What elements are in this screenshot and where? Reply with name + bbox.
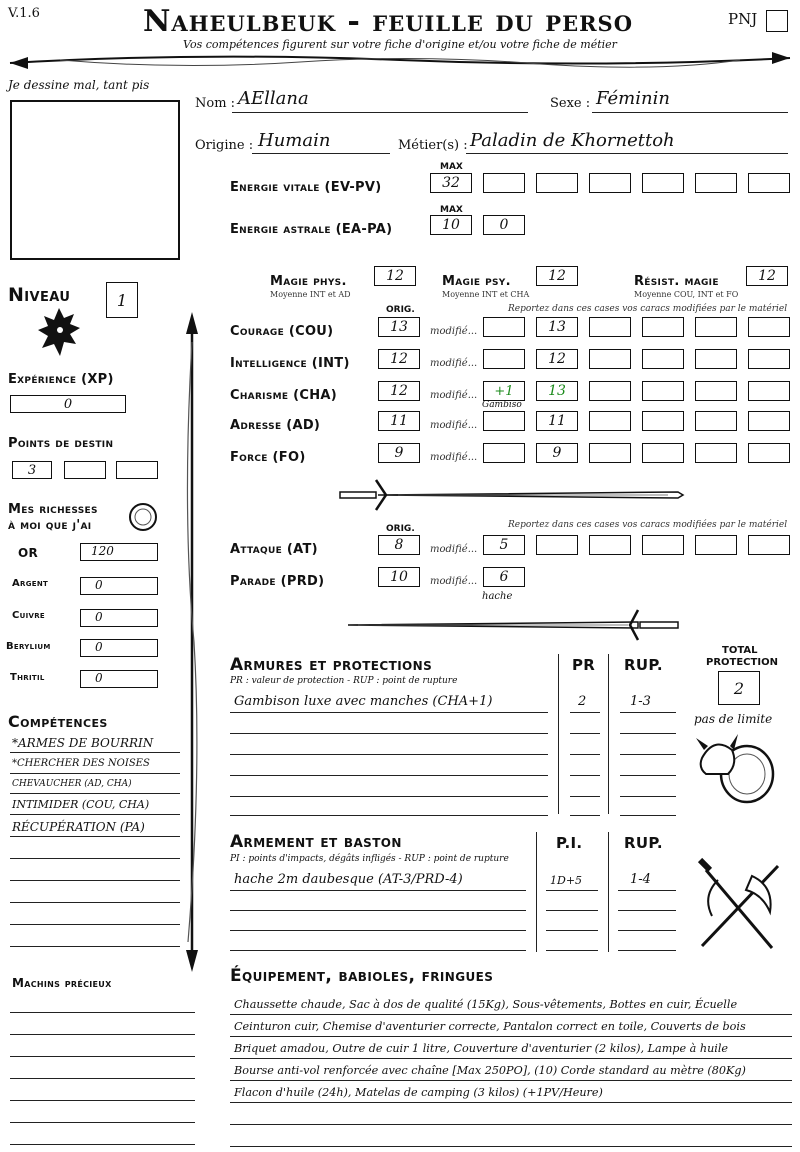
origine-value[interactable]: Humain xyxy=(258,130,331,151)
ad-box[interactable] xyxy=(589,411,631,431)
fo-box[interactable] xyxy=(748,443,790,463)
cha-label: Charisme (CHA) xyxy=(230,388,337,403)
armures-title: Armures et protections xyxy=(230,655,433,675)
ev-box[interactable] xyxy=(589,173,631,193)
at-orig-box[interactable]: 8 xyxy=(378,535,420,555)
at-box[interactable] xyxy=(695,535,737,555)
thritil-box[interactable]: 0 xyxy=(80,670,158,688)
equipment-line[interactable]: Chaussette chaude, Sac à dos de qualité (15Kg), Sous-vêtements, Bottes en cuir, Écuelle xyxy=(234,998,738,1011)
fo-mod2-box[interactable]: 9 xyxy=(536,443,578,463)
orig-label: ORIG. xyxy=(386,305,415,315)
prd-note: hache xyxy=(482,591,513,602)
metier-value[interactable]: Paladin de Khornettoh xyxy=(470,130,675,151)
skill-item[interactable]: RÉCUPÉRATION (PA) xyxy=(12,820,145,834)
or-box[interactable]: 120 xyxy=(80,543,158,561)
equipment-line[interactable]: Ceinturon cuir, Chemise d'aventurier correcte, Pantalon correct en toile, Couverts de bois xyxy=(234,1020,746,1033)
equipment-line[interactable]: Bourse anti-vol renforcée avec chaîne [Max 250PO], (10) Corde standard au mètre (80Kg) xyxy=(234,1064,746,1077)
thritil-label: Thritil xyxy=(10,672,45,683)
armement-subtitle: PI : points d'impacts, dégâts infligés - RUP : point de rupture xyxy=(230,854,509,864)
cha-orig-box[interactable]: 12 xyxy=(378,381,420,401)
equipment-line[interactable]: Flacon d'huile (24h), Matelas de camping (3 kilos) (+1PV/Heure) xyxy=(234,1086,603,1099)
argent-box[interactable]: 0 xyxy=(80,577,158,595)
cou-label: Courage (COU) xyxy=(230,324,334,339)
combat-note: Reportez dans ces cases vos caracs modifiées par le matériel xyxy=(508,520,788,530)
ev-box[interactable] xyxy=(483,173,525,193)
weapon-item-pi[interactable]: 1D+5 xyxy=(550,874,583,887)
at-box[interactable] xyxy=(642,535,684,555)
modifie-label: modifié... xyxy=(430,452,478,463)
origine-label: Origine : xyxy=(195,138,254,153)
skill-item[interactable]: CHEVAUCHER (AD, CHA) xyxy=(12,779,132,789)
ev-box[interactable] xyxy=(748,173,790,193)
page-title: Naheulbeuk - feuille du perso xyxy=(142,4,633,39)
fo-orig-box[interactable]: 9 xyxy=(378,443,420,463)
ad-box[interactable] xyxy=(695,411,737,431)
equipement-title: Équipement, babioles, fringues xyxy=(230,966,494,986)
prd-orig-box[interactable]: 10 xyxy=(378,567,420,587)
total-protection-box[interactable]: 2 xyxy=(718,671,760,705)
cou-orig-box[interactable]: 13 xyxy=(378,317,420,337)
magie-psy-note: Moyenne INT et CHA xyxy=(442,290,530,299)
magie-phys-note: Moyenne INT et AD xyxy=(270,290,351,299)
resist-magie-label: Résist. magie xyxy=(634,274,719,289)
fo-box[interactable] xyxy=(695,443,737,463)
header-spear-icon xyxy=(0,0,800,80)
cou-mod1-box[interactable] xyxy=(483,317,525,337)
equipment-line[interactable]: Briquet amadou, Outre de cuir 1 litre, Couverture d'aventurier (2 kilos), Lampe à huile xyxy=(234,1042,729,1055)
portrait-box[interactable] xyxy=(10,100,180,260)
modifie-label: modifié... xyxy=(430,544,478,555)
rup-header: RUP. xyxy=(624,656,663,674)
or-label: OR xyxy=(18,546,39,560)
niveau-box[interactable]: 1 xyxy=(106,282,138,318)
machins-precieux-title: Machins précieux xyxy=(12,976,112,990)
ev-max-box[interactable]: 32 xyxy=(430,173,472,193)
fo-box[interactable] xyxy=(642,443,684,463)
pr-header: PR xyxy=(572,656,596,674)
ad-label: Adresse (AD) xyxy=(230,418,321,433)
cha-mod1-note: Gambiso xyxy=(482,400,522,410)
nom-label: Nom : xyxy=(195,96,236,111)
resist-magie-box[interactable]: 12 xyxy=(746,266,788,286)
portrait-caption: Je dessine mal, tant pis xyxy=(8,78,150,92)
ad-box[interactable] xyxy=(642,411,684,431)
skill-item[interactable]: *CHERCHER DES NOISES xyxy=(12,758,150,769)
modifie-label: modifié... xyxy=(430,326,478,337)
fo-mod1-box[interactable] xyxy=(483,443,525,463)
ev-box[interactable] xyxy=(536,173,578,193)
int-box[interactable] xyxy=(589,349,631,369)
pi-header: P.I. xyxy=(556,834,583,852)
ad-mod1-box[interactable] xyxy=(483,411,525,431)
ad-box[interactable] xyxy=(748,411,790,431)
richesses-title-1: Mes richesses xyxy=(8,502,98,517)
sexe-label: Sexe : xyxy=(550,96,591,111)
armor-item-pr[interactable]: 2 xyxy=(578,694,587,709)
argent-label: Argent xyxy=(12,578,49,589)
armor-item-rup[interactable]: 1-3 xyxy=(630,694,651,709)
magie-psy-box[interactable]: 12 xyxy=(536,266,578,286)
ad-mod2-box[interactable]: 11 xyxy=(536,411,578,431)
modifie-label: modifié... xyxy=(430,390,478,401)
cha-mod2-box[interactable]: 13 xyxy=(536,381,578,401)
cou-box[interactable] xyxy=(748,317,790,337)
at-box[interactable] xyxy=(536,535,578,555)
pas-de-limite-note: pas de limite xyxy=(694,712,773,726)
destin-box-1[interactable]: 3 xyxy=(12,461,52,479)
spear-divider-icon xyxy=(180,312,204,972)
int-mod2-box[interactable]: 12 xyxy=(536,349,578,369)
berylium-box[interactable]: 0 xyxy=(80,639,158,657)
xp-box[interactable]: 0 xyxy=(10,395,126,413)
weapons-icon xyxy=(692,856,788,956)
cha-box[interactable] xyxy=(642,381,684,401)
cha-box[interactable] xyxy=(748,381,790,401)
cuivre-label: Cuivre xyxy=(12,610,46,621)
cha-box[interactable] xyxy=(695,381,737,401)
weapon-item-rup[interactable]: 1-4 xyxy=(630,872,651,887)
prd-label: Parade (PRD) xyxy=(230,574,325,589)
stats-note: Reportez dans ces cases vos caracs modifiées par le matériel xyxy=(508,304,788,314)
cha-mod1-box[interactable]: +1 xyxy=(483,381,525,401)
ev-box[interactable] xyxy=(695,173,737,193)
destin-box-2[interactable] xyxy=(64,461,106,479)
int-label: Intelligence (INT) xyxy=(230,356,350,371)
magie-phys-box[interactable]: 12 xyxy=(374,266,416,286)
nom-value[interactable]: AEllana xyxy=(238,88,309,109)
richesses-title-2: à moi que j'ai xyxy=(8,518,92,533)
total-label-1: TOTAL xyxy=(722,645,758,656)
skill-item[interactable]: INTIMIDER (COU, CHA) xyxy=(12,798,150,811)
destin-label: Points de destin xyxy=(8,436,114,451)
niveau-label: Niveau xyxy=(8,284,71,306)
int-box[interactable] xyxy=(695,349,737,369)
ev-label: Energie vitale (EV-PV) xyxy=(230,180,382,195)
cou-box[interactable] xyxy=(695,317,737,337)
version-label: V.1.6 xyxy=(8,6,40,21)
armement-title: Armement et baston xyxy=(230,832,402,852)
berylium-label: Berylium xyxy=(6,641,51,652)
modifie-label: modifié... xyxy=(430,420,478,431)
cuivre-box[interactable]: 0 xyxy=(80,609,158,627)
competences-title: Compétences xyxy=(8,712,108,731)
resist-magie-note: Moyenne COU, INT et FO xyxy=(634,290,739,299)
armures-subtitle: PR : valeur de protection - RUP : point de rupture xyxy=(230,676,458,686)
ad-orig-box[interactable]: 11 xyxy=(378,411,420,431)
ea-max-label: MAX xyxy=(440,205,463,215)
cou-box[interactable] xyxy=(642,317,684,337)
at-label: Attaque (AT) xyxy=(230,542,318,557)
dragon-icon xyxy=(34,304,84,364)
total-label-2: PROTECTION xyxy=(706,657,778,668)
ea-current-box[interactable]: 0 xyxy=(483,215,525,235)
magie-psy-label: Magie psy. xyxy=(442,274,511,289)
ea-label: Energie astrale (EA-PA) xyxy=(230,222,393,237)
prd-mod-box[interactable]: 6 xyxy=(483,567,525,587)
sexe-value[interactable]: Féminin xyxy=(596,88,670,109)
ev-box[interactable] xyxy=(642,173,684,193)
ea-max-box[interactable]: 10 xyxy=(430,215,472,235)
sword-icon xyxy=(338,478,688,512)
int-orig-box[interactable]: 12 xyxy=(378,349,420,369)
fo-label: Force (FO) xyxy=(230,450,306,465)
pnj-label: PNJ xyxy=(728,10,758,28)
cou-box[interactable] xyxy=(589,317,631,337)
at-box[interactable] xyxy=(748,535,790,555)
weapons-rup-header: RUP. xyxy=(624,834,663,852)
at-mod-box[interactable]: 5 xyxy=(483,535,525,555)
int-box[interactable] xyxy=(748,349,790,369)
sword-icon xyxy=(338,608,688,642)
xp-label: Expérience (XP) xyxy=(8,372,114,387)
weapon-item-name[interactable]: hache 2m daubesque (AT-3/PRD-4) xyxy=(234,872,463,887)
combat-orig-label: ORIG. xyxy=(386,524,415,534)
metier-label: Métier(s) : xyxy=(398,138,468,153)
armor-item-name[interactable]: Gambison luxe avec manches (CHA+1) xyxy=(234,694,493,709)
page-subtitle: Vos compétences figurent sur votre fiche d'origine et/ou votre fiche de métier xyxy=(183,38,617,51)
cha-box[interactable] xyxy=(589,381,631,401)
modifie-label: modifié... xyxy=(430,358,478,369)
int-box[interactable] xyxy=(642,349,684,369)
coin-icon xyxy=(128,502,158,532)
helmet-shield-icon xyxy=(692,728,782,808)
magie-phys-label: Magie phys. xyxy=(270,274,347,289)
modifie-label: modifié... xyxy=(430,576,478,587)
fo-box[interactable] xyxy=(589,443,631,463)
destin-box-3[interactable] xyxy=(116,461,158,479)
cou-mod2-box[interactable]: 13 xyxy=(536,317,578,337)
ev-max-label: MAX xyxy=(440,162,463,172)
skill-item[interactable]: *ARMES DE BOURRIN xyxy=(12,736,154,750)
int-mod1-box[interactable] xyxy=(483,349,525,369)
at-box[interactable] xyxy=(589,535,631,555)
